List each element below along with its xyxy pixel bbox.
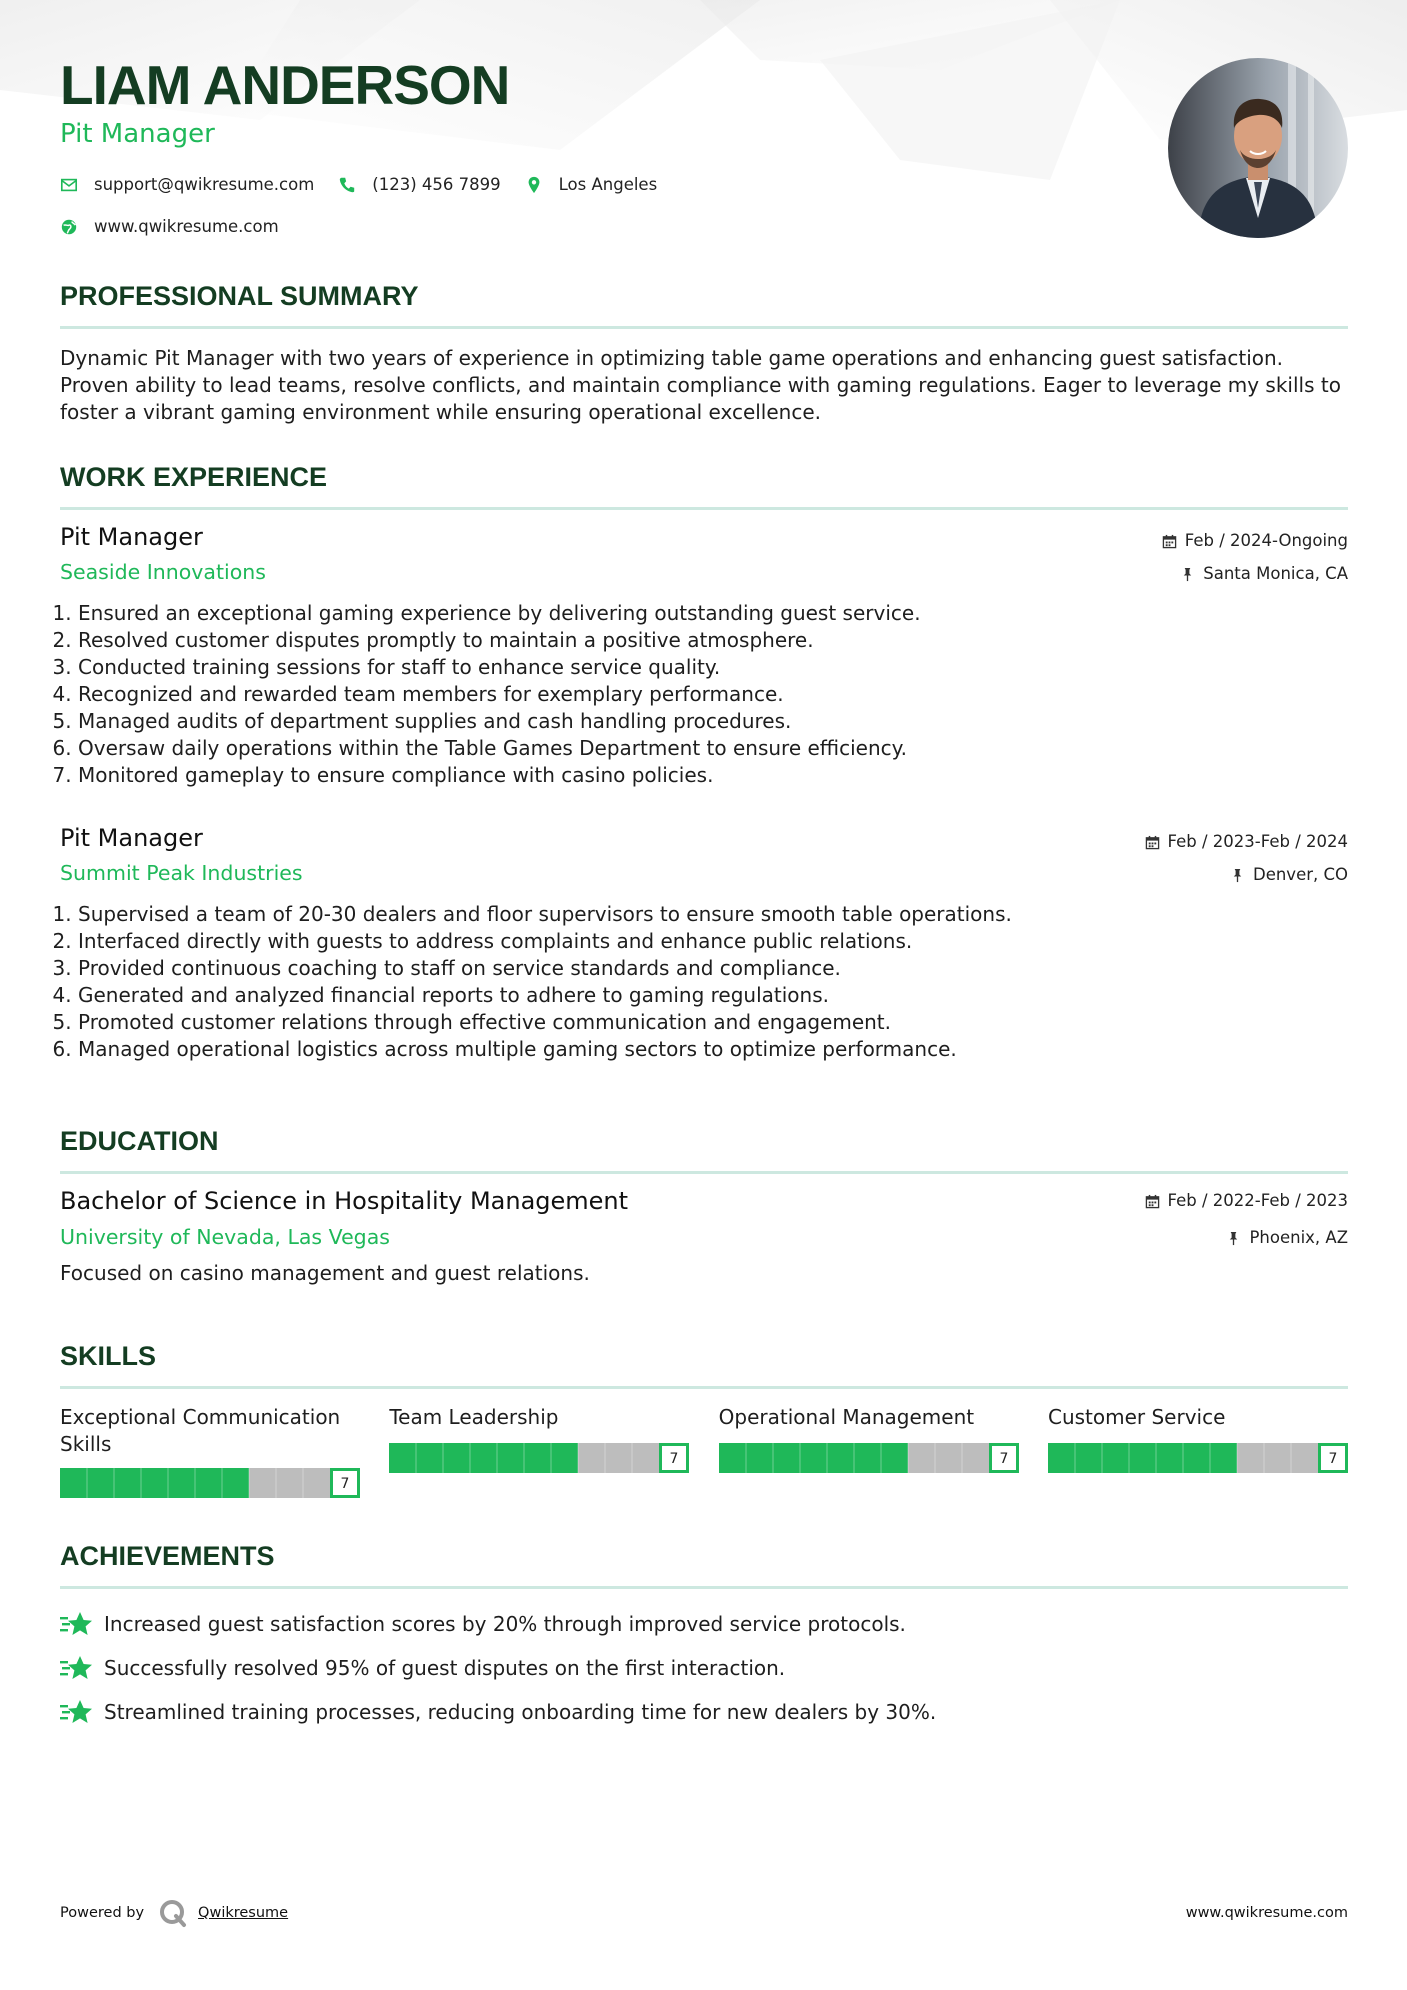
skill-segment-filled xyxy=(60,1468,87,1498)
skill-segment-filled xyxy=(389,1443,416,1473)
phone-text: (123) 456 7899 xyxy=(372,175,501,194)
skill-segment-filled xyxy=(719,1443,746,1473)
skills-grid xyxy=(60,1404,1348,1498)
calendar-icon xyxy=(1145,835,1160,850)
skill-rating-bar xyxy=(719,1443,1019,1473)
list-item: 6. Managed operational logistics across multiple gaming sectors to optimize performance. xyxy=(78,1036,1348,1063)
achievements-list xyxy=(60,1602,1348,1734)
skill-segment-filled xyxy=(497,1443,524,1473)
skill-segment-filled xyxy=(551,1443,578,1473)
skill-rating-bar xyxy=(389,1443,689,1473)
footer xyxy=(60,1898,1348,1928)
achievement-text: Successfully resolved 95% of guest disputes on the first interaction. xyxy=(104,1656,786,1680)
skill-rating-bar xyxy=(1048,1443,1348,1473)
skill-segment-filled xyxy=(1129,1443,1156,1473)
section-divider xyxy=(60,1586,1348,1589)
skill-segment-filled xyxy=(1075,1443,1102,1473)
skill-segment-empty xyxy=(632,1443,659,1473)
skill-segment-empty xyxy=(1291,1443,1318,1473)
skill-level-value: 7 xyxy=(999,1451,1009,1467)
skill-segment-empty xyxy=(249,1468,276,1498)
skill-name: Team Leadership xyxy=(389,1405,559,1429)
contact-row-2 xyxy=(60,217,303,236)
job-entry xyxy=(60,525,1348,789)
contact-phone[interactable] xyxy=(338,175,500,194)
job-company: Seaside Innovations xyxy=(60,560,266,584)
skill-segment-filled xyxy=(1210,1443,1237,1473)
skill-segment-filled xyxy=(800,1443,827,1473)
skill-segment-empty xyxy=(303,1468,330,1498)
website-text: www.qwikresume.com xyxy=(94,217,279,236)
skill-item xyxy=(60,1404,360,1498)
skill-level-value: 7 xyxy=(669,1451,679,1467)
education-dates xyxy=(1145,1193,1348,1210)
skill-segment-empty xyxy=(1237,1443,1264,1473)
skill-item xyxy=(719,1404,1019,1498)
skill-segment-filled xyxy=(1156,1443,1183,1473)
summary-text: Dynamic Pit Manager with two years of experience in optimizing table game operations and enhancing guest satisfaction. Proven ability to lead teams, resolve conflicts, and maintain compliance with gaming regulations. Eager to leverage my skills to foster a vibrant gaming environment while ensuring operational excellence. xyxy=(60,346,1341,424)
achievement-item xyxy=(60,1602,1348,1646)
list-item: 5. Managed audits of department supplies and cash handling procedures. xyxy=(78,708,1348,735)
envelope-icon xyxy=(60,176,78,194)
list-item: 7. Monitored gameplay to ensure compliance with casino policies. xyxy=(78,762,1348,789)
skill-segment-filled xyxy=(141,1468,168,1498)
achievements-section xyxy=(60,1543,1348,1734)
school-name: University of Nevada, Las Vegas xyxy=(60,1225,390,1249)
skill-segment-filled xyxy=(1102,1443,1129,1473)
skill-bar-graphic xyxy=(719,1443,1019,1473)
section-divider xyxy=(60,1171,1348,1174)
list-item: 2. Resolved customer disputes promptly to maintain a positive atmosphere. xyxy=(78,627,1348,654)
pushpin-icon xyxy=(1226,1231,1241,1246)
job-duties-list xyxy=(60,600,1348,789)
job-position: Pit Manager xyxy=(60,523,203,551)
skill-segment-empty xyxy=(276,1468,303,1498)
skill-segment-empty xyxy=(962,1443,989,1473)
skill-segment-filled xyxy=(416,1443,443,1473)
education-dates-text: Feb / 2022-Feb / 2023 xyxy=(1167,1191,1348,1210)
list-item: 2. Interfaced directly with guests to address complaints and enhance public relations. xyxy=(78,928,1348,955)
footer-url[interactable]: www.qwikresume.com xyxy=(1185,1905,1348,1921)
job-location-text: Denver, CO xyxy=(1252,865,1348,884)
skill-name: Customer Service xyxy=(1047,1405,1226,1429)
job-position: Pit Manager xyxy=(60,824,203,852)
list-item: 4. Recognized and rewarded team members for exemplary performance. xyxy=(78,681,1348,708)
skill-rating-bar xyxy=(60,1468,360,1498)
skill-bar-graphic xyxy=(60,1468,360,1498)
skill-level-value: 7 xyxy=(1328,1451,1338,1467)
star-medal-icon xyxy=(60,1698,94,1726)
job-dates xyxy=(1145,834,1348,851)
skill-segment-filled xyxy=(524,1443,551,1473)
skill-name: Exceptional Communication Skills xyxy=(60,1405,341,1456)
contact-location xyxy=(525,175,658,194)
job-title-headline: Pit Manager xyxy=(60,119,215,149)
skill-segment-empty xyxy=(578,1443,605,1473)
skill-segment-filled xyxy=(470,1443,497,1473)
skill-segment-filled xyxy=(854,1443,881,1473)
list-item: 3. Provided continuous coaching to staff on service standards and compliance. xyxy=(78,955,1348,982)
star-medal-icon xyxy=(60,1654,94,1682)
list-item: 4. Generated and analyzed financial reports to adhere to gaming regulations. xyxy=(78,982,1348,1009)
job-entry xyxy=(60,826,1348,1063)
section-divider xyxy=(60,326,1348,329)
summary-heading: PROFESSIONAL SUMMARY xyxy=(60,281,419,311)
skill-segment-empty xyxy=(605,1443,632,1473)
section-divider xyxy=(60,1386,1348,1389)
job-location-text: Santa Monica, CA xyxy=(1203,564,1348,583)
contact-email[interactable] xyxy=(60,175,314,194)
skill-segment-empty xyxy=(935,1443,962,1473)
job-dates-text: Feb / 2023-Feb / 2024 xyxy=(1167,832,1348,851)
skill-segment-filled xyxy=(1048,1443,1075,1473)
location-text: Los Angeles xyxy=(558,175,658,194)
globe-icon xyxy=(60,218,78,236)
skill-segment-filled xyxy=(114,1468,141,1498)
job-dates-text: Feb / 2024-Ongoing xyxy=(1184,531,1348,550)
skill-segment-filled xyxy=(1183,1443,1210,1473)
list-item: 3. Conducted training sessions for staff to enhance service quality. xyxy=(78,654,1348,681)
education-section xyxy=(60,1128,1348,1174)
calendar-icon xyxy=(1145,1194,1160,1209)
skill-name: Operational Management xyxy=(718,1405,975,1429)
job-location xyxy=(1230,867,1348,884)
skill-segment-filled xyxy=(443,1443,470,1473)
experience-section xyxy=(60,464,1348,510)
skill-segment-filled xyxy=(773,1443,800,1473)
list-item: 5. Promoted customer relations through effective communication and engagement. xyxy=(78,1009,1348,1036)
summary-section xyxy=(60,283,1348,426)
skills-section xyxy=(60,1343,1348,1498)
skill-level-value: 7 xyxy=(340,1476,350,1492)
skill-segment-filled xyxy=(222,1468,249,1498)
job-location xyxy=(1180,566,1348,583)
skill-bar-graphic xyxy=(389,1443,689,1473)
powered-by xyxy=(60,1898,288,1928)
star-medal-icon xyxy=(60,1610,94,1638)
achievement-item xyxy=(60,1690,1348,1734)
calendar-icon xyxy=(1162,534,1177,549)
degree-title: Bachelor of Science in Hospitality Management xyxy=(60,1187,629,1215)
skill-segment-empty xyxy=(908,1443,935,1473)
job-dates xyxy=(1162,533,1348,550)
skill-segment-filled xyxy=(881,1443,908,1473)
list-item: 1. Ensured an exceptional gaming experience by delivering outstanding guest service. xyxy=(78,600,1348,627)
profile-photo xyxy=(1168,58,1348,238)
contact-row-1 xyxy=(60,175,681,194)
skill-item xyxy=(1048,1404,1348,1498)
list-item: 6. Oversaw daily operations within the Table Games Department to ensure efficiency. xyxy=(78,735,1348,762)
education-location-text: Phoenix, AZ xyxy=(1249,1228,1348,1247)
list-item: 1. Supervised a team of 20-30 dealers and floor supervisors to ensure smooth table operations. xyxy=(78,901,1348,928)
candidate-name: LIAM ANDERSON xyxy=(60,54,510,116)
skills-heading: SKILLS xyxy=(60,1341,157,1371)
pushpin-icon xyxy=(1180,567,1195,582)
achievement-item xyxy=(60,1646,1348,1690)
portrait-illustration xyxy=(1168,58,1348,238)
qwikresume-link[interactable]: Qwikresume xyxy=(198,1905,289,1921)
skill-segment-filled xyxy=(168,1468,195,1498)
skill-segment-filled xyxy=(195,1468,222,1498)
job-duties-list xyxy=(60,901,1348,1063)
email-text: support@qwikresume.com xyxy=(94,175,315,194)
achievement-text: Streamlined training processes, reducing onboarding time for new dealers by 30%. xyxy=(104,1700,937,1724)
education-description: Focused on casino management and guest relations. xyxy=(60,1260,590,1285)
experience-heading: WORK EXPERIENCE xyxy=(60,462,328,492)
education-entry xyxy=(60,1189,1348,1287)
qwikresume-logo-icon xyxy=(158,1898,188,1928)
skill-segment-filled xyxy=(746,1443,773,1473)
skill-item xyxy=(389,1404,689,1498)
education-heading: EDUCATION xyxy=(60,1126,219,1156)
skill-bar-graphic xyxy=(1048,1443,1348,1473)
job-company: Summit Peak Industries xyxy=(60,861,303,885)
achievement-text: Increased guest satisfaction scores by 20% through improved service protocols. xyxy=(104,1612,906,1636)
skill-segment-empty xyxy=(1264,1443,1291,1473)
powered-by-label: Powered by xyxy=(60,1905,145,1921)
pushpin-icon xyxy=(1230,868,1245,883)
achievements-heading: ACHIEVEMENTS xyxy=(60,1541,275,1571)
contact-website[interactable] xyxy=(60,217,279,236)
map-pin-icon xyxy=(525,176,543,194)
education-location xyxy=(1226,1230,1348,1247)
skill-segment-filled xyxy=(827,1443,854,1473)
skill-segment-filled xyxy=(87,1468,114,1498)
phone-icon xyxy=(338,176,356,194)
section-divider xyxy=(60,507,1348,510)
